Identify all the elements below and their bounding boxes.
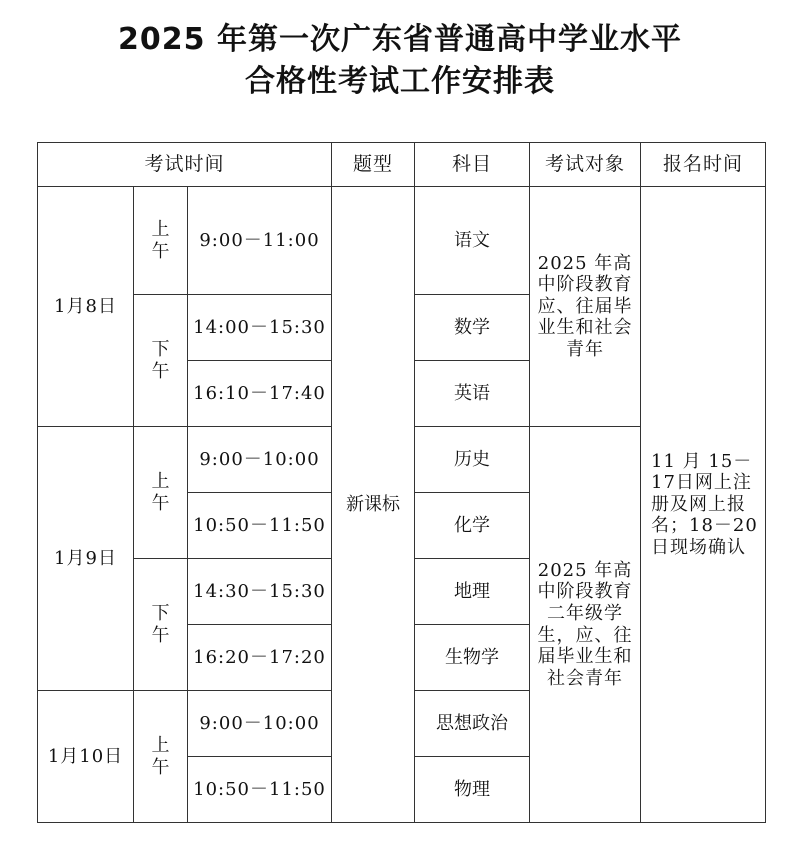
afternoon-label: 下 午 [151,338,170,382]
morning-label: 上 午 [151,470,170,514]
date-cell: 1月9日 [38,427,134,691]
time-cell: 10:50－11:50 [188,757,332,823]
morning-cell [134,691,188,823]
header-exam-time: 考试时间 [38,143,332,187]
registration-time-cell: 11 月 15－17日网上注册及网上报名；18－20日现场确认 [641,187,766,823]
subject-cell: 化学 [415,493,530,559]
afternoon-cell [134,559,188,691]
morning-label: 上 午 [151,734,170,778]
time-cell: 14:30－15:30 [188,559,332,625]
subject-cell: 语文 [415,187,530,295]
date-cell: 1月8日 [38,187,134,427]
header-candidates: 考试对象 [530,143,641,187]
time-cell: 9:00－10:00 [188,691,332,757]
time-cell: 10:50－11:50 [188,493,332,559]
candidates-cell-2: 2025 年高中阶段教育二年级学生，应、往届毕业生和社会青年 [530,427,641,823]
afternoon-label: 下 午 [151,602,170,646]
time-cell: 16:20－17:20 [188,625,332,691]
exam-schedule-table [37,142,766,823]
subject-cell: 生物学 [415,625,530,691]
afternoon-cell [134,295,188,427]
question-type-cell: 新课标 [332,187,415,823]
header-row [38,143,766,187]
morning-cell [134,187,188,295]
time-cell: 14:00－15:30 [188,295,332,361]
subject-cell: 数学 [415,295,530,361]
time-cell: 9:00－11:00 [188,187,332,295]
subject-cell: 地理 [415,559,530,625]
candidates-cell-1: 2025 年高中阶段教育应、往届毕业生和社会青年 [530,187,641,427]
subject-cell: 历史 [415,427,530,493]
date-cell: 1月10日 [38,691,134,823]
document-title-line-1: 2025 年第一次广东省普通高中学业水平 [118,22,682,57]
header-registration-time: 报名时间 [641,143,766,187]
subject-cell: 英语 [415,361,530,427]
time-cell: 9:00－10:00 [188,427,332,493]
document-title-line-2: 合格性考试工作安排表 [245,64,555,99]
header-question-type: 题型 [332,143,415,187]
time-cell: 16:10－17:40 [188,361,332,427]
morning-label: 上 午 [151,218,170,262]
subject-cell: 思想政治 [415,691,530,757]
header-subject: 科目 [415,143,530,187]
morning-cell [134,427,188,559]
table-row [38,187,766,295]
subject-cell: 物理 [415,757,530,823]
